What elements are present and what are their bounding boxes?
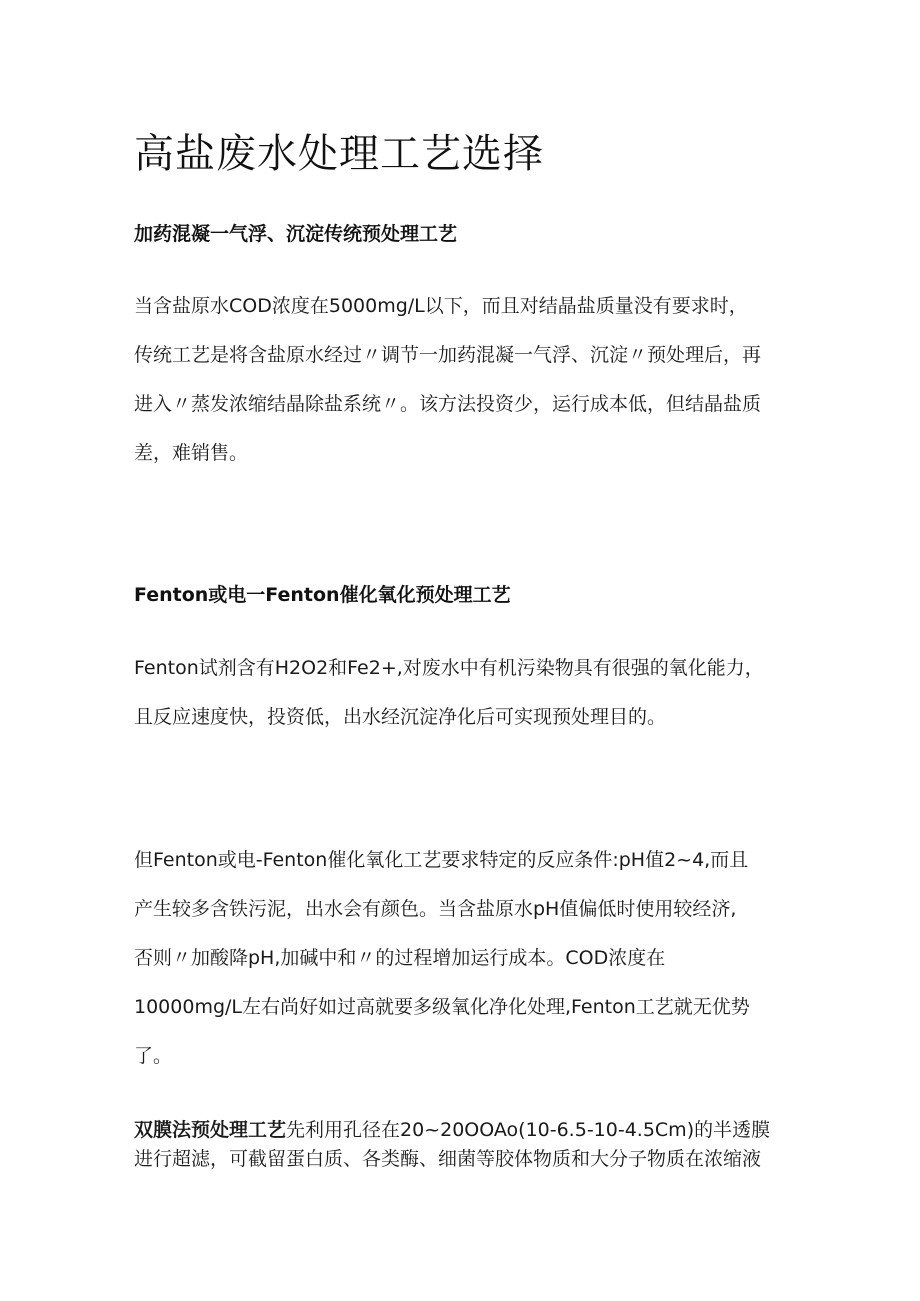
section-heading-coagulation: 加药混凝一气浮、沉淀传统预处理工艺 <box>134 223 458 245</box>
paragraph-line: 但Fenton或电-Fenton催化氧化工艺要求特定的反应条件:pH值2~4,而且 <box>134 849 749 871</box>
paragraph-double-membrane <box>134 1116 804 1174</box>
paragraph-line: 否则〃加酸降pH,加碱中和〃的过程增加运行成本。COD浓度在 <box>134 947 666 969</box>
paragraph-line: 进行超滤，可截留蛋白质、各类酶、细菌等胶体物质和大分子物质在浓缩液 <box>134 1148 762 1170</box>
paragraph-fenton-conditions <box>134 836 804 1081</box>
paragraph-line: 且反应速度快，投资低，出水经沉淀净化后可实现预处理目的。 <box>134 706 667 728</box>
paragraph-fenton-intro <box>134 644 804 742</box>
paragraph-line: 传统工艺是将含盐原水经过〃调节一加药混凝一气浮、沉淀〃预处理后，再 <box>134 344 762 366</box>
page-title: 高盐废水处理工艺选择 <box>134 131 544 177</box>
paragraph-text: 先利用孔径在20~20OOAo(10-6.5-10-4.5Cm)的半透膜 <box>286 1119 771 1141</box>
section-heading-fenton: Fenton或电一Fenton催化氧化预处理工艺 <box>134 584 511 606</box>
paragraph-line: 当含盐原水COD浓度在5000mg/L以下，而且对结晶盐质量没有要求时， <box>134 295 748 317</box>
paragraph-line: 了。 <box>134 1045 173 1067</box>
paragraph-line <box>134 1116 804 1145</box>
paragraph-line: 差，难销售。 <box>134 442 249 464</box>
paragraph-line: 10000mg/L左右尚好如过高就要多级氧化净化处理,Fenton工艺就无优势 <box>134 996 750 1018</box>
paragraph-line: Fenton试剂含有H2O2和Fe2+,对废水中有机污染物具有很强的氧化能力， <box>134 657 764 679</box>
paragraph-line: 产生较多含铁污泥，出水会有颜色。当含盐原水pH值偏低时使用较经济, <box>134 898 737 920</box>
inline-heading-double-membrane: 双膜法预处理工艺 <box>134 1119 287 1141</box>
paragraph-line: 进入〃蒸发浓缩结晶除盐系统〃。该方法投资少，运行成本低，但结晶盐质 <box>134 393 762 415</box>
paragraph-coagulation <box>134 282 804 478</box>
